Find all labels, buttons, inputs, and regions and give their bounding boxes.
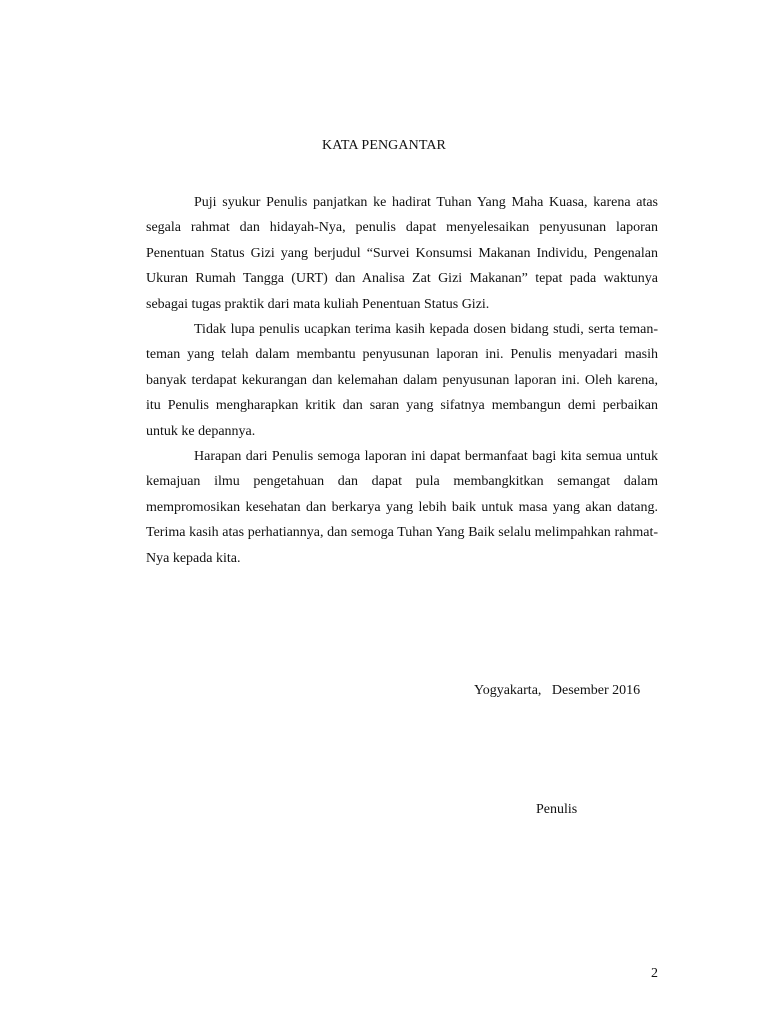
body-text bbox=[146, 190, 658, 571]
page-number: 2 bbox=[651, 966, 658, 981]
paragraph-2: Tidak lupa penulis ucapkan terima kasih kepada dosen bidang studi, serta teman-teman yang telah dalam membantu penyusunan laporan ini. Penulis menyadari masih banyak terdapat kekurangan dan kelemahan dalam penyusunan laporan ini. Oleh karena, itu Penulis mengharapkan kritik dan saran yang sifatnya membangun demi perbaikan untuk ke depannya. bbox=[146, 322, 658, 439]
signer-name: Penulis bbox=[536, 802, 578, 817]
paragraph-3: Harapan dari Penulis semoga laporan ini dapat bermanfaat bagi kita semua untuk kemajuan ilmu pengetahuan dan dapat pula membangkitkan semangat dalam mempromosikan kesehatan dan berkarya yang lebih baik untuk masa yang akan datang. Terima kasih atas perhatiannya, dan semoga Tuhan Yang Baik selalu melimpahkan rahmat-Nya kepada kita. bbox=[146, 449, 658, 566]
paragraph-1: Puji syukur Penulis panjatkan ke hadirat Tuhan Yang Maha Kuasa, karena atas segala rahmat dan hidayah-Nya, penulis dapat menyelesaikan penyusunan laporan Penentuan Status Gizi yang berjudul “Survei Konsumsi Makanan Individu, Pengenalan Ukuran Rumah Tangga (URT) dan Analisa Zat Gizi Makanan” tepat pada waktunya sebagai tugas praktik dari mata kuliah Penentuan Status Gizi. bbox=[146, 195, 658, 312]
place-date: Yogyakarta, Desember 2016 bbox=[474, 683, 641, 698]
page-title: KATA PENGANTAR bbox=[322, 138, 446, 153]
